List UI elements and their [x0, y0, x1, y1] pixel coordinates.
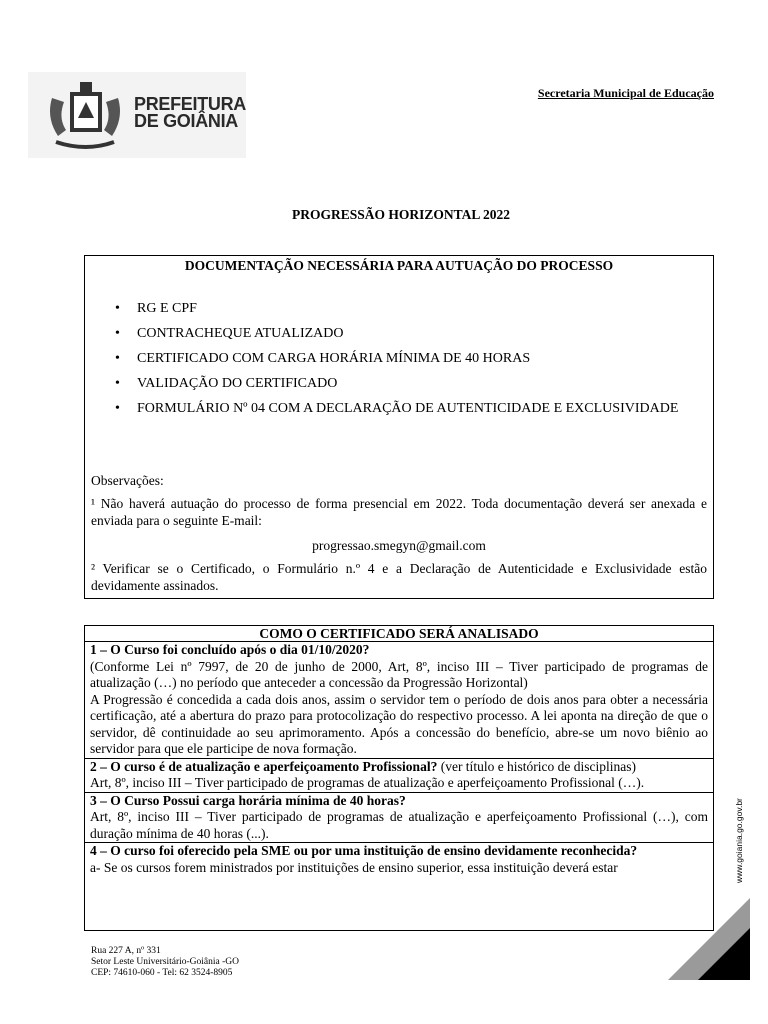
list-item: • RG E CPF — [115, 301, 197, 316]
corner-decoration — [668, 898, 750, 980]
bullet-icon: • — [115, 351, 120, 366]
question-3: 3 – O Curso Possui carga horária mínima de 40 horas? — [90, 792, 406, 808]
note-1: ¹ Não haverá autuação do processo de forma presencial em 2022. Toda documentação deverá ser anexada e enviada para o seguinte E-mail: — [91, 496, 707, 528]
section-1-law: (Conforme Lei nº 7997, de 20 de junho de 2000, Art, 8º, inciso III – Tiver participado de programas de atualização (…) no período que anteceder a concessão da Progressão Horizontal) — [90, 658, 708, 690]
section-1-text: A Progressão é concedida a cada dois anos, assim o servidor tem o período de dois anos para obter a necessária certificação, até a abertura do prazo para protocolização do respectivo processo. A lei aponta na direção de que o servidor, dê continuidade ao seu aprimoramento. Após a concessão do benefício, abre-se um novo biênio ao servidor para que ele participe de nova formação. — [90, 691, 708, 756]
footer-address — [91, 946, 239, 979]
address-line-2: Setor Leste Universitário-Goiânia -GO — [91, 957, 239, 967]
documentation-list — [85, 300, 713, 417]
department-name: Secretaria Municipal de Educação — [537, 86, 714, 100]
analysis-section-4 — [85, 843, 713, 876]
note-2: ² Verificar se o Certificado, o Formulário n.º 4 e a Declaração de Autenticidade e Exclusividade estão devidamente assinados. — [91, 561, 707, 593]
analysis-section-1 — [85, 642, 713, 759]
question-2-note: (ver título e histórico de disciplinas) — [437, 758, 637, 774]
logo-line-2: DE GOIÂNIA — [134, 111, 239, 131]
contact-email: progressao.smegyn@gmail.com — [312, 538, 486, 553]
list-item: • CONTRACHEQUE ATUALIZADO — [115, 326, 344, 341]
analysis-heading: COMO O CERTIFICADO SERÁ ANALISADO — [85, 626, 713, 642]
page-title: PROGRESSÃO HORIZONTAL 2022 — [291, 207, 511, 222]
bullet-icon: • — [115, 326, 120, 341]
list-item: • FORMULÁRIO Nº 04 COM A DECLARAÇÃO DE AUTENTICIDADE E EXCLUSIVIDADE — [115, 401, 679, 416]
prefeitura-logo — [28, 72, 246, 158]
bullet-icon: • — [115, 301, 120, 316]
question-2: 2 – O curso é de atualização e aperfeiçoamento Profissional? — [90, 758, 438, 774]
list-item: • CERTIFICADO COM CARGA HORÁRIA MÍNIMA DE 40 HORAS — [115, 351, 531, 366]
address-line-1: Rua 227 A, nº 331 — [91, 946, 161, 956]
question-4: 4 – O curso foi oferecido pela SME ou por uma instituição de ensino devidamente reconhecida? — [90, 843, 638, 858]
bullet-icon: • — [115, 401, 120, 416]
documentation-heading: DOCUMENTAÇÃO NECESSÁRIA PARA AUTUAÇÃO DO PROCESSO — [184, 258, 614, 273]
section-3-text: Art, 8º, inciso III – Tiver participado de programas de atualização e aperfeiçoamento Profissional (…), com duração mínima de 40 horas (...). — [90, 809, 708, 841]
question-1: 1 – O Curso foi concluído após o dia 01/10/2020? — [90, 642, 370, 657]
analysis-table — [84, 625, 714, 931]
documentation-box — [84, 255, 714, 599]
side-url: www.goiania.go.gov.br — [734, 798, 744, 883]
section-2-text: Art, 8º, inciso III – Tiver participado de programas de atualização e aperfeiçoamento Profissional (…). — [90, 775, 645, 790]
analysis-section-2 — [85, 759, 713, 793]
city-crest-icon — [42, 78, 128, 152]
observations — [91, 472, 707, 600]
logo-line-1: PREFEITURA — [134, 94, 247, 114]
bullet-icon: • — [115, 376, 120, 391]
list-item: • VALIDAÇÃO DO CERTIFICADO — [115, 376, 338, 391]
observations-label: Observações: — [91, 473, 164, 488]
analysis-section-3 — [85, 793, 713, 844]
section-4-text: a- Se os cursos forem ministrados por instituições de ensino superior, essa instituição deverá estar — [90, 859, 618, 875]
address-line-3: CEP: 74610-060 - Tel: 62 3524-8905 — [91, 968, 233, 978]
